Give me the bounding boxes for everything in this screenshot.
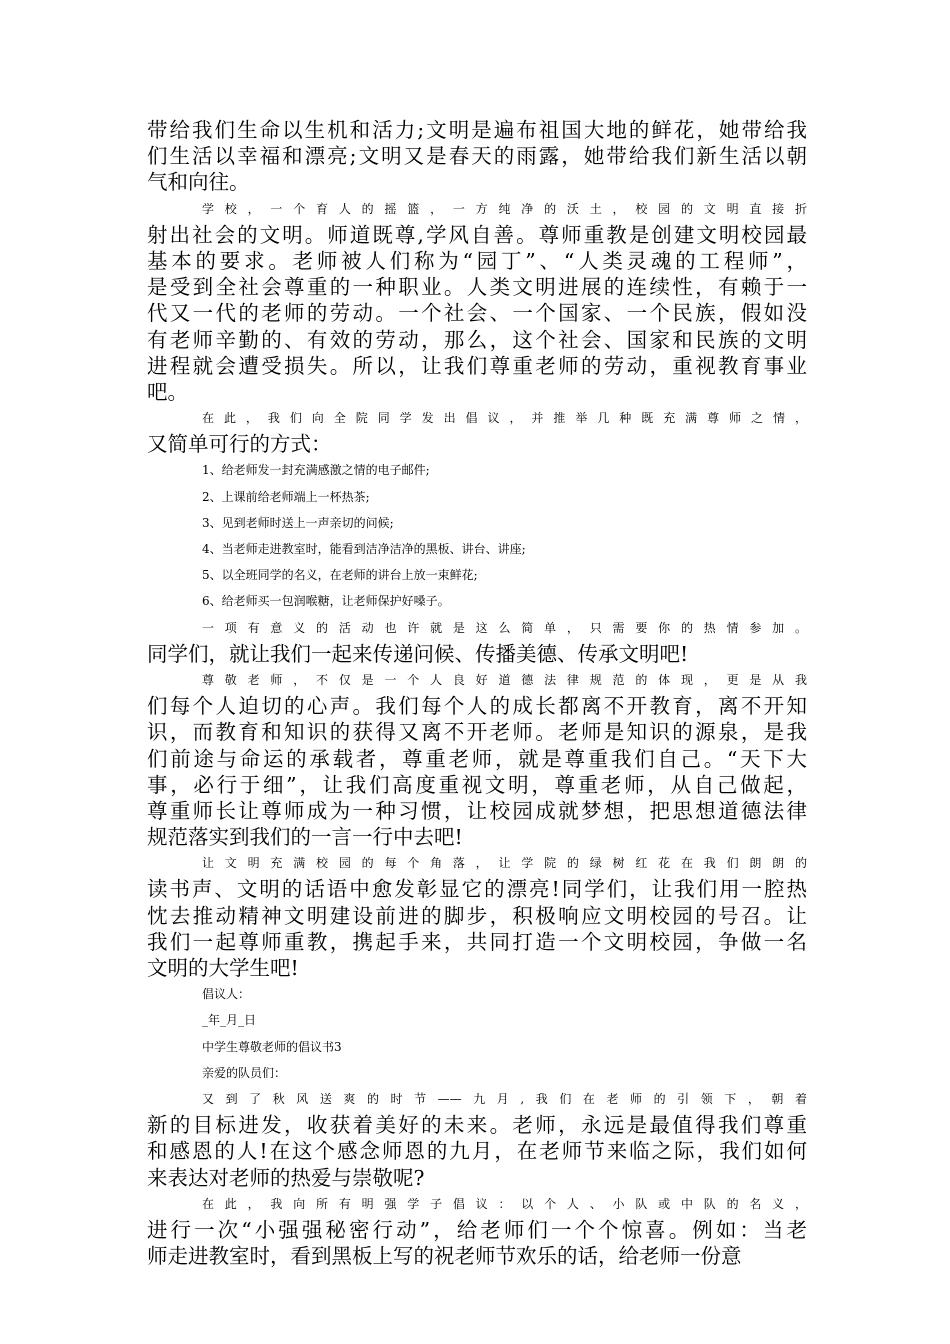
text-line: 进行一次“小强强秘密行动”，给老师们一个个惊喜。例如：当老 <box>147 1217 807 1242</box>
text-line: 师走进教室时，看到黑板上写的祝老师节欢乐的话，给老师一份意 <box>147 1244 742 1269</box>
text-line: 忱去推动精神文明建设前进的脚步，积极响应文明校园的号召。让 <box>147 903 807 928</box>
text-line: 文明的大学生吧! <box>147 956 299 980</box>
text-line: 们生活以幸福和漂亮;文明又是春天的雨露，她带给我们新生活以朝 <box>147 144 807 169</box>
text-line: 事，必行于细”，让我们高度重视文明，尊重老师，从自己做起， <box>147 772 807 797</box>
text-line: 尊敬老师，不仅是一个人良好道德法律规范的体现，更是从我 <box>202 672 807 687</box>
text-line: 一项有意义的活动也许就是这么简单，只需要你的热情参加。 <box>202 620 807 635</box>
text-line: _年_月_日 <box>202 1013 257 1028</box>
text-line: 射出社会的文明。师道既尊,学风自善。尊师重教是创建文明校园最 <box>147 222 807 247</box>
text-line: 进程就会遭受损失。所以，让我们尊重老师的劳动，重视教育事业 <box>147 353 807 378</box>
text-line: 吧。 <box>147 379 188 404</box>
paragraph <box>147 196 807 406</box>
text-line: 识，而教育和知识的获得又离不开老师。老师是知识的源泉，是我 <box>147 720 807 745</box>
paragraph <box>147 667 807 850</box>
text-line: 基本的要求。老师被人们称为“园丁”、“人类灵魂的工程师”， <box>147 248 807 273</box>
text-line: 们每个人迫切的心声。我们每个人的成长都离不开教育，离不开知 <box>147 694 807 719</box>
paragraph <box>147 615 807 667</box>
paragraph <box>147 457 807 483</box>
text-line: 代又一代的老师的劳动。一个社会、一个国家、一个民族，假如没 <box>147 301 807 326</box>
text-line: 们前途与命运的承载者，尊重老师，就是尊重我们自己。“天下大 <box>147 746 807 771</box>
text-line: 3、见到老师时送上一声亲切的问候; <box>202 515 394 530</box>
text-line: 2、上课前给老师端上一杯热茶; <box>202 489 370 504</box>
text-line: 规范落实到我们的一言一行中去吧! <box>147 825 463 850</box>
text-line: 又到了秋风送爽的时节——九月,我们在老师的引领下，朝着 <box>202 1091 807 1106</box>
paragraph <box>147 562 807 588</box>
paragraph <box>147 1007 807 1033</box>
text-line: 读书声、文明的话语中愈发彰显它的漂亮!同学们，让我们用一腔热 <box>147 877 807 902</box>
text-line: 亲爱的队员们： <box>202 1065 287 1080</box>
text-line: 同学们，就让我们一起来传递问候、传播美德、传承文明吧! <box>147 641 689 666</box>
text-line: 来表达对老师的热爱与崇敬呢? <box>147 1165 425 1190</box>
text-line: 中学生尊敬老师的倡议书3 <box>202 1039 342 1054</box>
paragraph <box>147 117 807 196</box>
text-line: 在此，我们向全院同学发出倡议，并推举几种既充满尊师之情， <box>202 411 807 426</box>
paragraph <box>147 1191 807 1270</box>
text-line: 有老师辛勤的、有效的劳动，那么，这个社会、国家和民族的文明 <box>147 327 807 352</box>
text-line: 带给我们生命以生机和活力;文明是遍布祖国大地的鲜花，她带给我 <box>147 118 807 142</box>
paragraph <box>147 1060 807 1086</box>
text-line: 4、当老师走进教室时，能看到洁净洁净的黑板、讲台、讲座; <box>202 542 526 556</box>
paragraph <box>147 1086 807 1191</box>
paragraph <box>147 850 807 981</box>
paragraph <box>147 536 807 562</box>
text-line: 1、给老师发一封充满感激之情的电子邮件; <box>202 463 430 478</box>
paragraph <box>147 510 807 536</box>
text-line: 让文明充满校园的每个角落，让学院的绿树红花在我们朗朗的 <box>202 856 807 871</box>
text-line: 是受到全社会尊重的一种职业。人类文明进展的连续性，有赖于一 <box>147 275 807 300</box>
paragraph <box>147 405 807 457</box>
text-line: 新的目标进发，收获着美好的未来。老师，永远是最值得我们尊重 <box>147 1113 807 1138</box>
paragraph <box>147 588 807 614</box>
text-line: 尊重师长让尊师成为一种习惯，让校园成就梦想，把思想道德法律 <box>147 798 807 823</box>
text-line: 和感恩的人!在这个感念师恩的九月，在老师节来临之际，我们如何 <box>147 1139 807 1164</box>
text-line: 学校，一个育人的摇篮，一方纯净的沃土，校园的文明直接折 <box>202 201 807 216</box>
text-line: 在此，我向所有明强学子倡议：以个人、小队或中队的名义， <box>202 1196 807 1211</box>
text-line: 又简单可行的方式： <box>147 432 332 457</box>
text-line: 我们一起尊师重教，携起手来，共同打造一个文明校园，争做一名 <box>147 929 807 954</box>
text-line: 气和向往。 <box>147 170 250 195</box>
text-line: 5、以全班同学的名义，在老师的讲台上放一束鲜花; <box>202 568 478 583</box>
paragraph <box>147 484 807 510</box>
text-line: 6、给老师买一包润喉糖，让老师保护好嗓子。 <box>202 594 450 609</box>
paragraph <box>147 981 807 1007</box>
text-line: 倡议人： <box>202 987 251 1002</box>
document-page <box>147 117 807 1269</box>
paragraph <box>147 1034 807 1060</box>
